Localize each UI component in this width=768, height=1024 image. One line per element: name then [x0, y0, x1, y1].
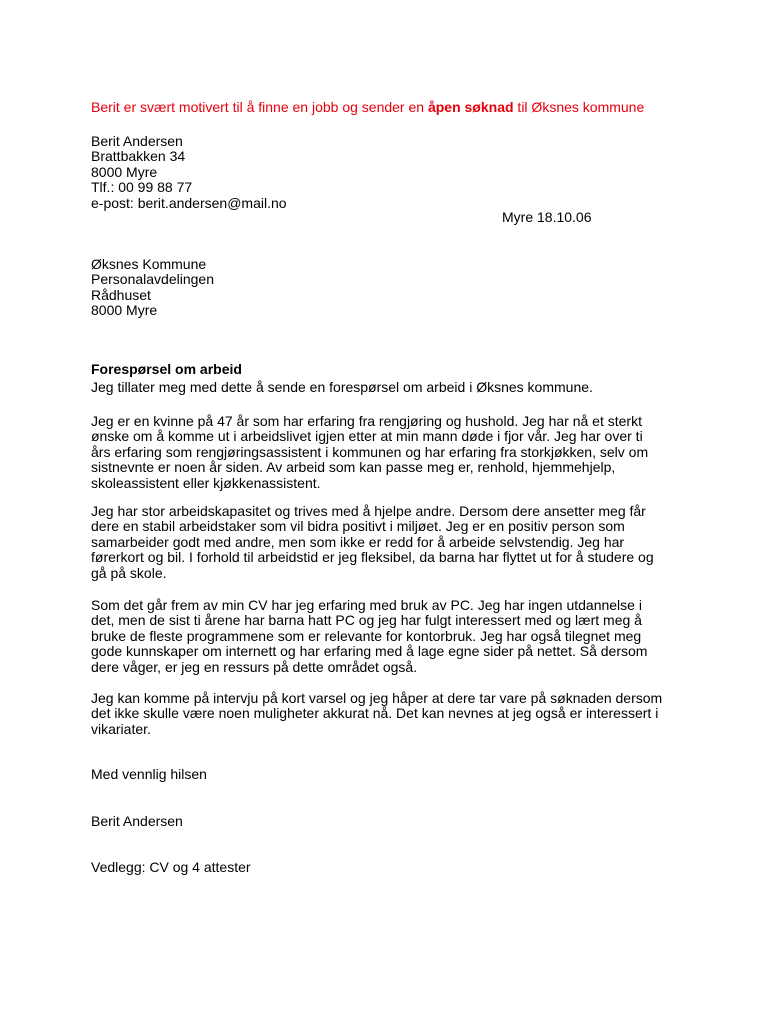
- paragraph-line: Jeg har stor arbeidskapasitet og trives med å hjelpe andre. Dersom dere ansetter meg får: [91, 503, 646, 519]
- recipient-address: [91, 257, 214, 319]
- intro-note: [91, 100, 644, 115]
- paragraph-line: samarbeider godt med andre, men som ikke er redd for å arbeide selvstendig. Jeg har: [91, 533, 625, 550]
- paragraph-line: dere våger, er jeg en ressurs på dette området også.: [91, 658, 418, 675]
- recipient-building: Rådhuset: [91, 286, 151, 303]
- body-paragraph: [91, 598, 647, 675]
- body-paragraph: [91, 414, 648, 491]
- letter-date: Myre 18.10.06: [502, 209, 592, 225]
- closing-greeting: Med vennlig hilsen: [91, 766, 207, 782]
- recipient-dept: Personalavdelingen: [91, 271, 214, 288]
- sender-phone: Tlf.: 00 99 88 77: [91, 179, 193, 196]
- paragraph-line: sistnevnte er noen år siden. Av arbeid som kan passe meg er, renhold, hjemmehjelp,: [91, 459, 616, 476]
- paragraph-line: Som det går frem av min CV har jeg erfaring med bruk av PC. Jeg har ingen utdannelse i: [91, 597, 642, 613]
- body-paragraph: [91, 691, 662, 737]
- body-paragraph: [91, 380, 593, 395]
- paragraph-line: Jeg er en kvinne på 47 år som har erfaring fra rengjøring og hushold. Jeg har nå et sterkt: [91, 413, 642, 429]
- paragraph-line: års erfaring som rengjøringsassistent i kommunen og har erfaring fra storkjøkken, selv om: [91, 443, 649, 460]
- sender-address: [91, 134, 287, 211]
- sender-name: Berit Andersen: [91, 133, 183, 149]
- paragraph-line: gode kunnskaper om internett og har erfaring med å lage egne sider på nettet. Så dersom: [91, 643, 648, 660]
- paragraph-line: det, men de sist ti årene har barna hatt PC og jeg har fulgt interessert med og lært meg å: [91, 612, 642, 629]
- recipient-org: Øksnes Kommune: [91, 256, 207, 272]
- sender-street: Brattbakken 34: [91, 148, 186, 165]
- paragraph-line: bruke de fleste programmene som er relevante for kontorbruk. Jeg har også tilegnet meg: [91, 627, 642, 644]
- sender-postal: 8000 Myre: [91, 163, 158, 180]
- signature-name: Berit Andersen: [91, 813, 183, 829]
- paragraph-line: det ikke skulle være noen muligheter akkurat nå. Det kan nevnes at jeg også er interessert i: [91, 705, 659, 722]
- recipient-postal: 8000 Myre: [91, 302, 158, 319]
- intro-highlight: åpen søknad: [427, 99, 514, 115]
- paragraph-line: gå på skole.: [91, 564, 167, 581]
- intro-text-start: Berit er svært motivert til å finne en jobb og sender en: [91, 99, 428, 115]
- intro-text-end: til Øksnes kommune: [513, 99, 645, 115]
- paragraph-line: førerkort og bil. I forhold til arbeidstid er jeg fleksibel, da barna har flyttet ut for å studere og: [91, 549, 654, 566]
- paragraph-line: ønske om å komme ut i arbeidslivet igjen etter at min mann døde i fjor vår. Jeg har over ti: [91, 428, 643, 445]
- letter-subject: Forespørsel om arbeid: [91, 361, 242, 377]
- sender-email: e-post: berit.andersen@mail.no: [91, 194, 287, 211]
- paragraph-line: Jeg tillater meg med dette å sende en forespørsel om arbeid i Øksnes kommune.: [91, 379, 593, 395]
- body-paragraph: [91, 504, 654, 581]
- paragraph-line: vikariater.: [91, 720, 151, 737]
- attachments-note: Vedlegg: CV og 4 attester: [91, 859, 251, 875]
- paragraph-line: dere en stabil arbeidstaker som vil bidra positivt i miljøet. Jeg er en positiv person som: [91, 518, 625, 535]
- paragraph-line: skoleassistent eller kjøkkenassistent.: [91, 474, 321, 491]
- paragraph-line: Jeg kan komme på intervju på kort varsel og jeg håper at dere tar vare på søknaden dersom: [91, 690, 663, 706]
